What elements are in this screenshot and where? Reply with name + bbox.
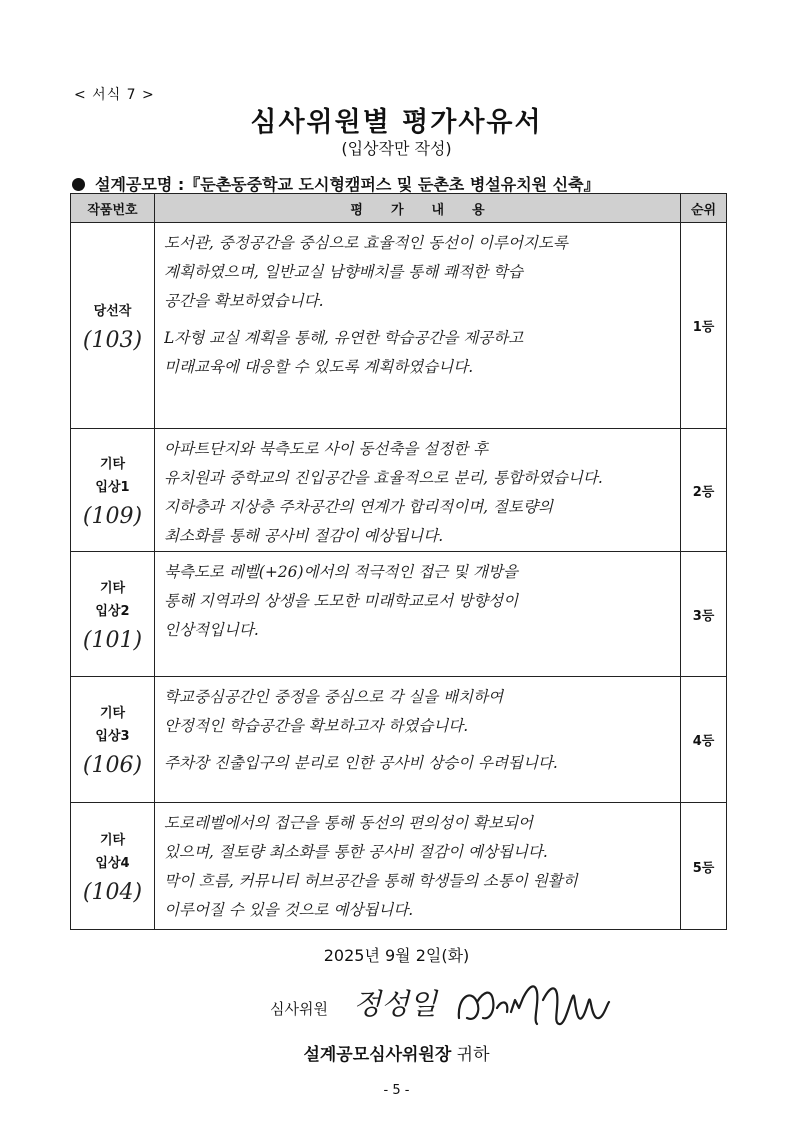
rank-cell: 3등 xyxy=(681,552,727,677)
entry-number: (106) xyxy=(82,753,143,778)
handwritten-line: 유치원과 중학교의 진입공간을 효율적으로 분리, 통합하였습니다. xyxy=(164,469,603,487)
handwritten-line: L자형 교실 계획을 통해, 유연한 학습공간을 제공하고 xyxy=(164,329,524,347)
rank-cell: 2등 xyxy=(681,429,727,552)
handwritten-line: 미래교육에 대응할 수 있도록 계획하였습니다. xyxy=(164,358,474,376)
table-row xyxy=(71,677,727,803)
handwritten-line: 공간을 확보하였습니다. xyxy=(164,292,324,310)
signature-label: 심사위원 xyxy=(270,1000,328,1018)
evaluation-text xyxy=(155,803,681,930)
handwritten-line: 막이 흐름, 커뮤니티 허브공간을 통해 학생들의 소통이 원활히 xyxy=(164,872,578,890)
evaluation-text xyxy=(155,677,681,803)
handwritten-line: 계획하였으며, 일반교실 남향배치를 통해 쾌적한 학습 xyxy=(164,263,523,281)
form-number: < 서식 7 > xyxy=(74,87,155,103)
entry-cell xyxy=(71,223,155,429)
document-subtitle: (입상작만 작성) xyxy=(341,139,452,158)
bullet-icon xyxy=(72,178,85,191)
entry-cell xyxy=(71,552,155,677)
header-content: 평 가 내 용 xyxy=(155,194,681,223)
handwritten-line: 도로레벨에서의 접근을 통해 동선의 편의성이 확보되어 xyxy=(164,814,534,832)
entry-category: 기타 xyxy=(99,706,126,721)
evaluation-text xyxy=(155,552,681,677)
entry-category: 입상2 xyxy=(95,603,130,619)
entry-number: (101) xyxy=(82,627,143,653)
header-entry-number: 작품번호 xyxy=(71,194,155,223)
handwritten-signature-mark xyxy=(453,978,643,1030)
entry-category: 기타 xyxy=(99,832,126,848)
evaluation-text xyxy=(155,223,681,429)
header-rank: 순위 xyxy=(681,194,727,223)
table-row xyxy=(71,223,727,429)
handwritten-line: 북측도로 레벨(+26)에서의 적극적인 접근 및 개방을 xyxy=(164,563,518,581)
handwritten-line: 학교중심공간인 중정을 중심으로 각 실을 배치하여 xyxy=(164,688,504,706)
entry-category: 기타 xyxy=(99,580,126,596)
entry-category: 당선작 xyxy=(93,303,132,319)
entry-category: 기타 xyxy=(99,456,126,472)
table-header-row xyxy=(71,194,727,223)
project-name xyxy=(72,172,600,195)
entry-number: (103) xyxy=(82,327,143,353)
handwritten-line: 있으며, 절토량 최소화를 통한 공사비 절감이 예상됩니다. xyxy=(164,843,548,861)
entry-cell xyxy=(71,677,155,803)
rank-cell: 4등 xyxy=(681,677,727,803)
signature-block xyxy=(270,978,650,1030)
table-row xyxy=(71,552,727,677)
evaluation-text xyxy=(155,429,681,552)
table-row xyxy=(71,429,727,552)
document-date: 2025년 9월 2일(화) xyxy=(323,946,470,965)
handwritten-line: 아파트단지와 북측도로 사이 동선축을 설정한 후 xyxy=(164,440,489,458)
entry-category: 입상1 xyxy=(95,479,130,495)
handwritten-line: 이루어질 수 있을 것으로 예상됩니다. xyxy=(164,901,414,919)
entry-category: 입상4 xyxy=(95,855,130,871)
entry-number: (109) xyxy=(82,503,143,529)
table-row xyxy=(71,803,727,930)
rank-cell: 1등 xyxy=(681,223,727,429)
addressee-title: 설계공모심사위원장 xyxy=(303,1045,452,1065)
handwritten-line: 통해 지역과의 상생을 도모한 미래학교로서 방향성이 xyxy=(164,592,519,610)
handwritten-line: 도서관, 중정공간을 중심으로 효율적인 동선이 이루어지도록 xyxy=(164,234,568,252)
entry-number: (104) xyxy=(82,879,143,905)
handwritten-line: 안정적인 학습공간을 확보하고자 하였습니다. xyxy=(164,717,469,735)
rank-cell: 5등 xyxy=(681,803,727,930)
addressee-suffix: 귀하 xyxy=(456,1045,490,1065)
handwritten-line: 인상적입니다. xyxy=(164,621,259,639)
handwritten-line: 최소화를 통해 공사비 절감이 예상됩니다. xyxy=(164,527,444,545)
page-number: - 5 - xyxy=(383,1083,410,1098)
entry-category: 입상3 xyxy=(95,729,130,744)
addressee xyxy=(0,1040,793,1065)
entry-cell xyxy=(71,803,155,930)
project-text: 설계공모명 :『둔촌동중학교 도시형캠퍼스 및 둔촌초 병설유치원 신축』 xyxy=(95,175,600,194)
signature-name: 정성일 xyxy=(353,987,438,1021)
document-title: 심사위원별 평가사유서 xyxy=(250,107,543,138)
evaluation-table xyxy=(70,193,727,930)
handwritten-line: 주차장 진출입구의 분리로 인한 공사비 상승이 우려됩니다. xyxy=(164,754,558,772)
handwritten-line: 지하층과 지상층 주차공간의 연계가 합리적이며, 절토량의 xyxy=(164,498,553,516)
entry-cell xyxy=(71,429,155,552)
